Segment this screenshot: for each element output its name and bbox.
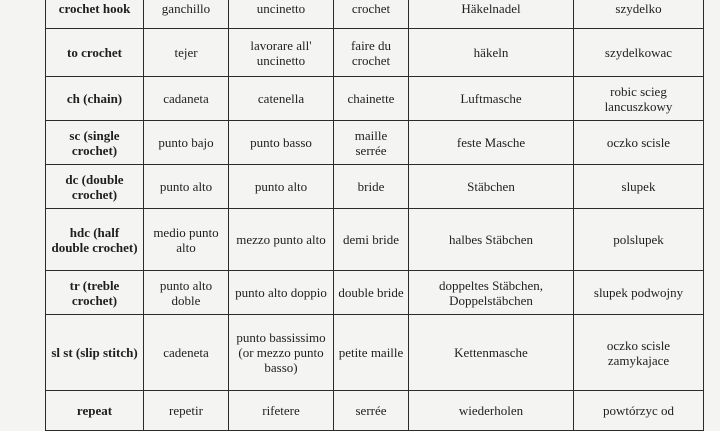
spanish-text: repetir — [169, 403, 203, 418]
italian-text: rifetere — [262, 403, 300, 418]
french-text: bride — [357, 179, 385, 194]
polish-cell — [574, 391, 704, 431]
polish-text: robic scieg lancuszkowy — [604, 83, 673, 114]
term-cell — [46, 29, 144, 77]
term-cell — [46, 271, 144, 315]
italian-text: punto alto — [254, 179, 308, 194]
german-text: feste Masche — [456, 135, 526, 150]
spanish-cell — [144, 165, 229, 209]
french-cell — [334, 315, 409, 391]
french-cell — [334, 121, 409, 165]
italian-cell — [229, 391, 334, 431]
term-text: sc (single crochet) — [69, 127, 120, 158]
polish-cell — [574, 77, 704, 121]
german-text: wiederholen — [458, 403, 524, 418]
french-text: double bride — [338, 285, 404, 300]
french-text: chainette — [347, 91, 395, 106]
spanish-text: tejer — [174, 45, 198, 60]
table-row — [46, 165, 704, 209]
italian-cell — [229, 0, 334, 29]
german-cell — [409, 165, 574, 209]
spanish-text: cadeneta — [163, 345, 209, 360]
german-text: doppeltes Stäbchen, Doppelstäbchen — [439, 277, 543, 308]
german-text: Stäbchen — [467, 179, 515, 194]
polish-text: slupek — [621, 179, 656, 194]
german-cell — [409, 315, 574, 391]
spanish-text: ganchillo — [161, 1, 211, 16]
term-text: repeat — [76, 403, 113, 418]
polish-text: oczko scisle zamykajace — [606, 337, 671, 368]
term-cell — [46, 209, 144, 271]
german-cell — [409, 271, 574, 315]
term-text: hdc (half double crochet) — [51, 224, 138, 255]
term-cell — [46, 121, 144, 165]
table-row — [46, 391, 704, 431]
italian-text: punto bassissimo (or mezzo punto basso) — [236, 330, 326, 375]
italian-cell — [229, 271, 334, 315]
polish-cell — [574, 29, 704, 77]
spanish-cell — [144, 271, 229, 315]
table-row — [46, 0, 704, 29]
spanish-cell — [144, 315, 229, 391]
french-text: petite maille — [338, 345, 404, 360]
table-row — [46, 271, 704, 315]
italian-text: punto alto doppio — [235, 285, 327, 300]
german-cell — [409, 391, 574, 431]
table-row — [46, 209, 704, 271]
french-text: demi bride — [343, 232, 399, 247]
spanish-cell — [144, 77, 229, 121]
italian-text: lavorare all' uncinetto — [250, 37, 312, 68]
polish-cell — [574, 315, 704, 391]
italian-text: mezzo punto alto — [236, 232, 326, 247]
table-row — [46, 315, 704, 391]
polish-cell — [574, 271, 704, 315]
polish-text: szydelkowac — [604, 45, 673, 60]
spanish-text: cadaneta — [163, 91, 209, 106]
german-cell — [409, 121, 574, 165]
term-text: to crochet — [67, 45, 122, 60]
spanish-text: medio punto alto — [153, 224, 219, 255]
polish-text: powtórzyc od — [602, 403, 675, 418]
german-cell — [409, 29, 574, 77]
french-cell — [334, 391, 409, 431]
french-cell — [334, 0, 409, 29]
term-text: dc (double crochet) — [65, 171, 124, 202]
german-cell — [409, 77, 574, 121]
table-body — [46, 0, 704, 431]
italian-cell — [229, 209, 334, 271]
spanish-text: punto bajo — [158, 135, 214, 150]
french-text: crochet — [351, 1, 391, 16]
french-cell — [334, 165, 409, 209]
french-cell — [334, 77, 409, 121]
french-text: serrée — [355, 403, 387, 418]
term-text: crochet hook — [58, 1, 131, 16]
german-cell — [409, 0, 574, 29]
term-cell — [46, 165, 144, 209]
german-text: häkeln — [473, 45, 509, 60]
italian-cell — [229, 315, 334, 391]
french-text: maille serrée — [354, 127, 388, 158]
german-text: Kettenmasche — [454, 345, 528, 360]
german-text: Luftmasche — [460, 91, 522, 106]
spanish-text: punto alto doble — [159, 277, 213, 308]
polish-text: szydelko — [615, 1, 662, 16]
italian-text: catenella — [257, 91, 305, 106]
polish-text: polslupek — [613, 232, 664, 247]
french-cell — [334, 271, 409, 315]
spanish-cell — [144, 121, 229, 165]
polish-cell — [574, 165, 704, 209]
polish-cell — [574, 0, 704, 29]
french-cell — [334, 29, 409, 77]
french-cell — [334, 209, 409, 271]
italian-cell — [229, 77, 334, 121]
crochet-terms-table — [45, 0, 704, 431]
german-text: halbes Stäbchen — [448, 232, 534, 247]
spanish-cell — [144, 29, 229, 77]
term-text: sl st (slip stitch) — [51, 345, 138, 360]
italian-cell — [229, 165, 334, 209]
spanish-cell — [144, 0, 229, 29]
spanish-cell — [144, 391, 229, 431]
polish-text: slupek podwojny — [593, 285, 684, 300]
table-row — [46, 121, 704, 165]
italian-cell — [229, 121, 334, 165]
term-text: ch (chain) — [66, 91, 123, 106]
term-text: tr (treble crochet) — [69, 277, 120, 308]
term-cell — [46, 0, 144, 29]
spanish-text: punto alto — [159, 179, 213, 194]
german-cell — [409, 209, 574, 271]
polish-text: oczko scisle — [606, 135, 671, 150]
german-text: Häkelnadel — [461, 1, 521, 16]
polish-cell — [574, 209, 704, 271]
term-cell — [46, 77, 144, 121]
italian-text: uncinetto — [256, 1, 306, 16]
table-row — [46, 77, 704, 121]
french-text: faire du crochet — [350, 37, 392, 68]
italian-text: punto basso — [250, 135, 312, 150]
italian-cell — [229, 29, 334, 77]
term-cell — [46, 315, 144, 391]
table-row — [46, 29, 704, 77]
term-cell — [46, 391, 144, 431]
polish-cell — [574, 121, 704, 165]
spanish-cell — [144, 209, 229, 271]
